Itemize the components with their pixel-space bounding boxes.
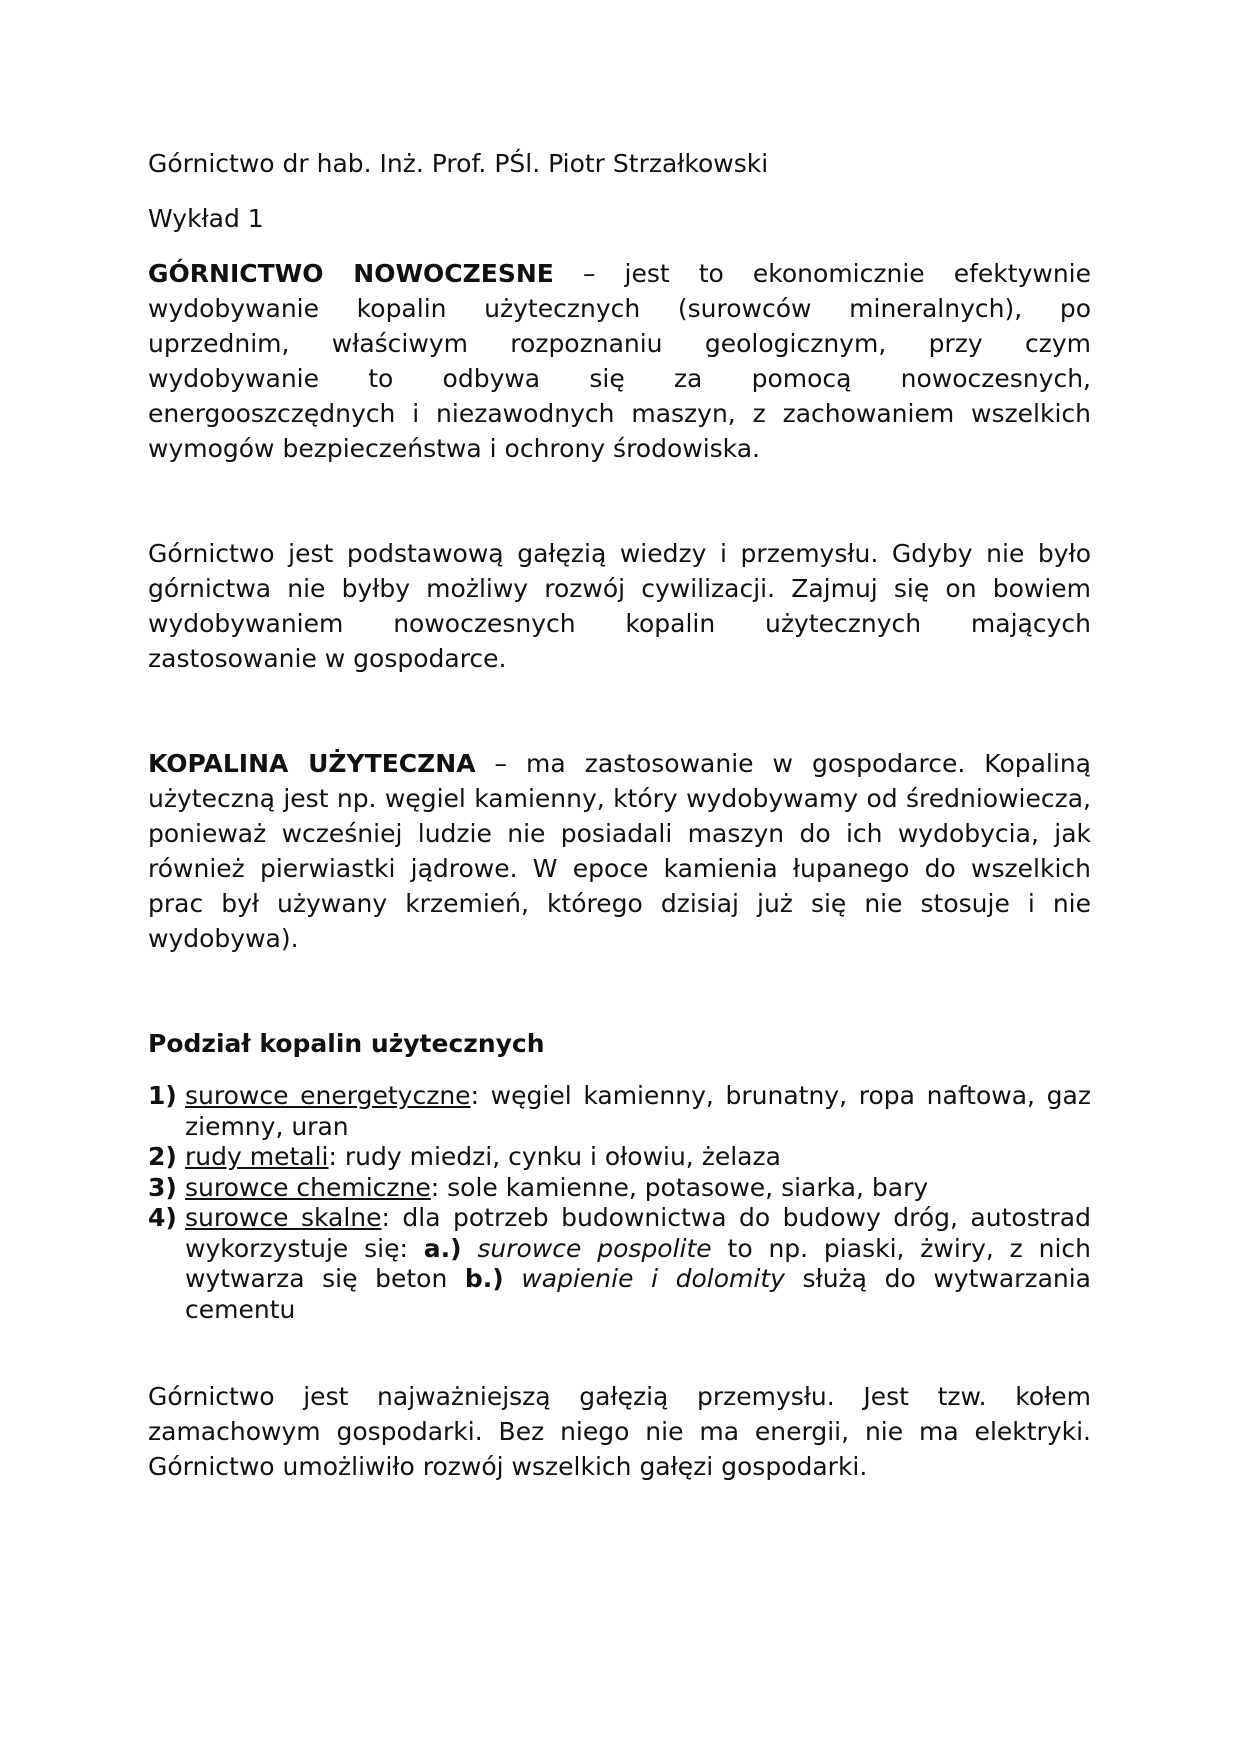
classification-list xyxy=(148,1081,1091,1325)
document-header-author: Górnictwo dr hab. Inż. Prof. PŚl. Piotr Strzałkowski xyxy=(148,149,769,178)
list-item-text: : sole kamienne, potasowe, siarka, bary xyxy=(430,1172,929,1202)
paragraph-basic: Górnictwo jest podstawową gałęzią wiedzy i przemysłu. Gdyby nie było górnictwa nie byłby możliwy rozwój cywilizacji. Zajmuj się on bowiem wydobywaniem nowoczesnych kopalin użytecznych mających zastosowanie w gospodarce. xyxy=(148,539,1091,673)
sub-item-a-term: surowce pospolite xyxy=(477,1233,712,1263)
list-item-number: 3) xyxy=(148,1172,177,1202)
list-item xyxy=(148,1203,1091,1325)
sub-item-b-label: b.) xyxy=(464,1264,504,1293)
term-modern-mining: GÓRNICTWO NOWOCZESNE xyxy=(148,259,554,288)
definition-modern-mining-text: – jest to ekonomicznie efektywnie wydobywanie kopalin użytecznych (surowców mineralnych), po uprzednim, właściwym rozpoznaniu geologicznym, przy czym wydobywanie to odbywa się za pomocą nowoczesnych, energooszczędnych i niezawodnych maszyn, z zachowaniem wszelkich wymogów bezpieczeństwa i ochrony środowiska. xyxy=(148,259,1091,463)
list-item-number: 1) xyxy=(148,1081,177,1110)
term-useful-mineral: KOPALINA UŻYTECZNA xyxy=(148,749,476,778)
section-title-classification: Podział kopalin użytecznych xyxy=(148,1029,545,1058)
definition-modern-mining xyxy=(148,256,1091,466)
lecture-number: Wykład 1 xyxy=(148,204,264,233)
list-item-text: : dla potrzeb budownictwa do budowy dróg, autostrad wykorzystuje się: xyxy=(185,1203,1091,1263)
list-item xyxy=(148,1142,1091,1173)
list-item xyxy=(148,1173,1091,1204)
list-item-text: : węgiel kamienny, brunatny, ropa naftowa, gaz ziemny, uran xyxy=(185,1081,1091,1141)
list-item-number: 4) xyxy=(148,1203,177,1232)
sub-item-b-term: wapienie i dolomity xyxy=(521,1264,785,1293)
paragraph-importance: Górnictwo jest najważniejszą gałęzią przemysłu. Jest tzw. kołem zamachowym gospodarki. Bez niego nie ma energii, nie ma elektryki. Górnictwo umożliwiło rozwój wszelkich gałęzi gospodarki. xyxy=(148,1382,1091,1481)
list-item-term: surowce chemiczne xyxy=(185,1172,431,1202)
list-item-number: 2) xyxy=(148,1142,177,1171)
list-item-term: surowce energetyczne xyxy=(185,1081,471,1110)
definition-useful-mineral xyxy=(148,746,1091,956)
list-item-term: rudy metali xyxy=(185,1142,329,1171)
definition-useful-mineral-text: – ma zastosowanie w gospodarce. Kopaliną użyteczną jest np. węgiel kamienny, który wydobywamy od średniowiecza, ponieważ wcześniej ludzie nie posiadali maszyn do ich wydobycia, jak również pierwiastki jądrowe. W epoce kamienia łupanego do wszelkich prac był używany krzemień, którego dzisiaj już się nie stosuje i nie wydobywa). xyxy=(148,749,1091,953)
list-item xyxy=(148,1081,1091,1142)
list-item-text: : rudy miedzi, cynku i ołowiu, żelaza xyxy=(328,1142,781,1171)
sub-item-b-text: służą do wytwarzania cementu xyxy=(185,1264,1091,1324)
sub-item-a-label: a.) xyxy=(423,1233,462,1263)
sub-item-a-text: to np. piaski, żwiry, z nich wytwarza się beton xyxy=(185,1233,1091,1293)
document-page xyxy=(148,128,1091,1484)
list-item-term: surowce skalne xyxy=(185,1203,382,1232)
